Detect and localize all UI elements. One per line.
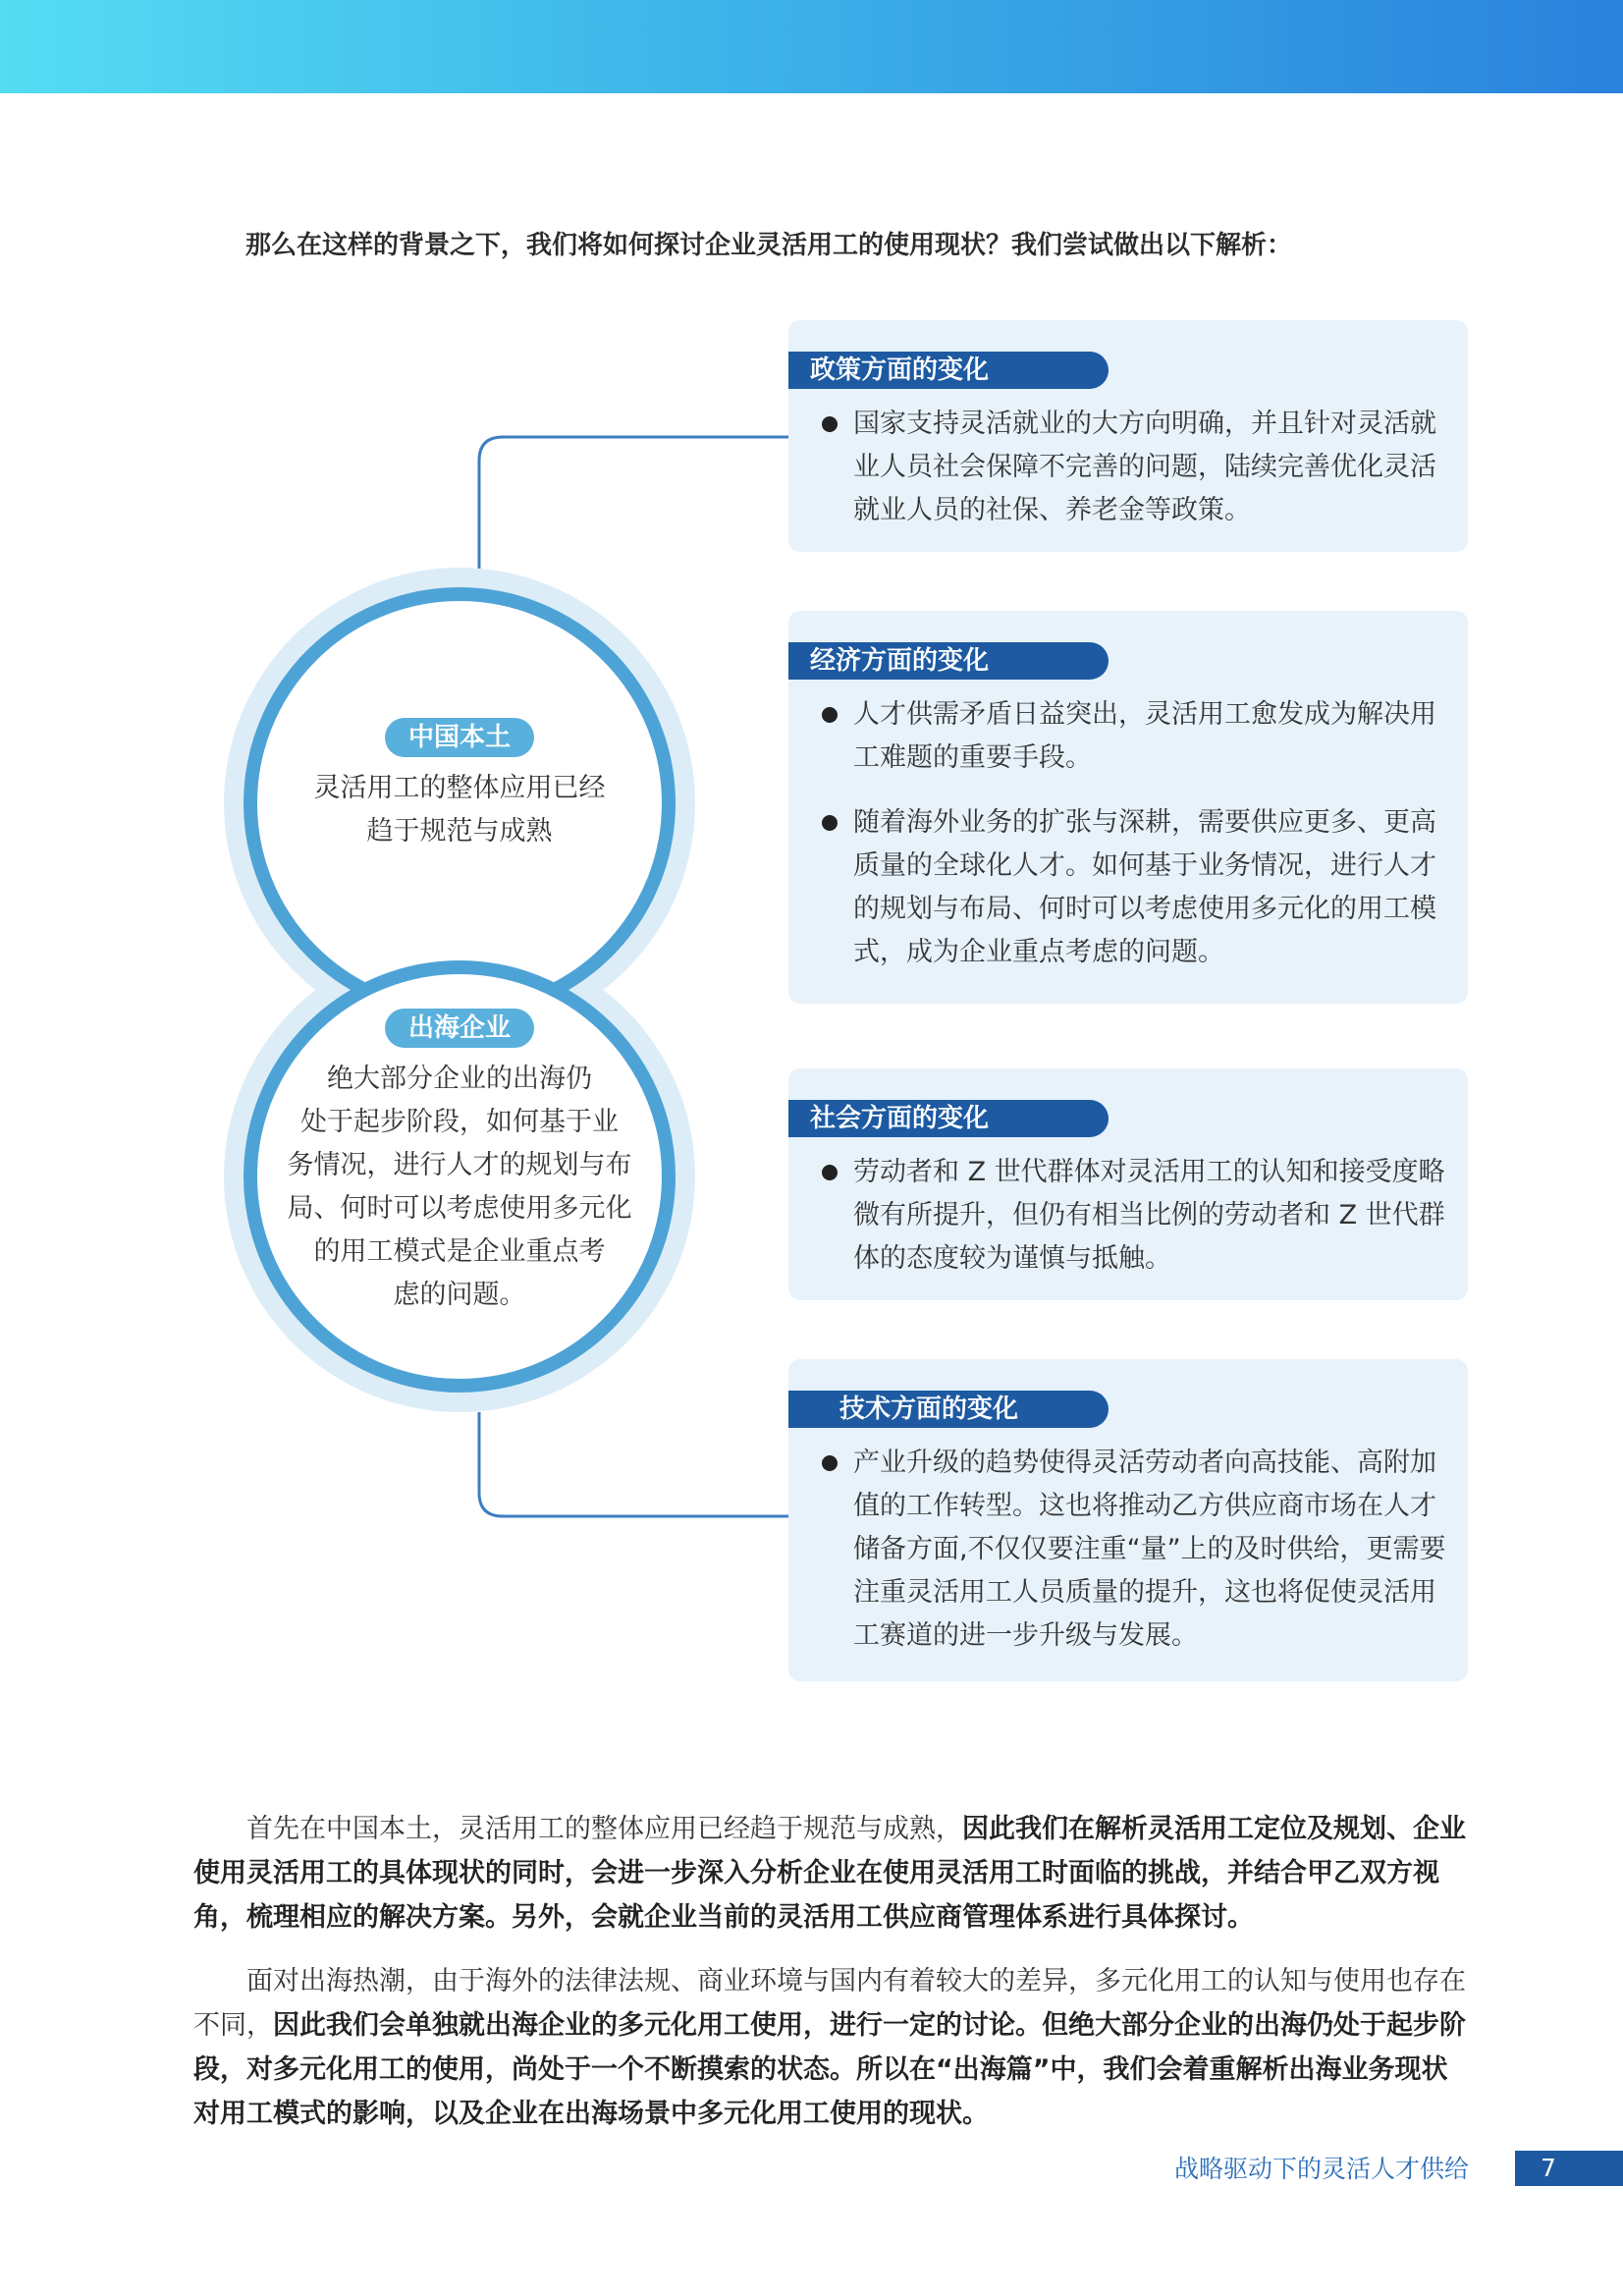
bullet-dot-icon: [822, 707, 838, 723]
bullet-dot-icon: [822, 815, 838, 831]
card-economy-title: 经济方面的变化: [788, 642, 1109, 680]
card-technology-title: 技术方面的变化: [788, 1391, 1109, 1428]
bullet-dot-icon: [822, 416, 838, 432]
body-paragraph-2: 面对出海热潮，由于海外的法律法规、商业环境与国内有着较大的差异，多元化用工的认知与使用也存在不同，因此我们会单独就出海企业的多元化用工使用，进行一定的讨论。但绝大部分企业的出海仍处于起步阶段，对多元化用工的使用，尚处于一个不断摸索的状态。所以在“出海篇”中，我们会着重解析出海业务现状对用工模式的影响，以及企业在出海场景中多元化用工使用的现状。: [193, 1966, 1466, 2129]
bullet-dot-icon: [822, 1455, 838, 1471]
card-society-title: 社会方面的变化: [788, 1100, 1109, 1137]
circle-overseas-line: 的用工模式是企业重点考: [313, 1236, 606, 1267]
circle-overseas-line: 处于起步阶段，如何基于业: [300, 1107, 619, 1137]
bullet-dot-icon: [822, 1165, 838, 1180]
header-band: [0, 0, 1623, 93]
circle-overseas-label: 出海企业: [385, 1009, 534, 1048]
card-technology: [788, 1359, 1468, 1681]
card-economy-bullet: 人才供需矛盾日益突出，灵活用工愈发成为解决用工难题的重要手段。: [818, 693, 1446, 780]
card-policy: [788, 320, 1468, 552]
circle-overseas-line: 绝大部分企业的出海仍: [327, 1064, 592, 1094]
footer-title: 战略驱动下的灵活人才供给: [1174, 2155, 1470, 2183]
page-number: 7: [1515, 2151, 1623, 2186]
circle-overseas-line: 务情况，进行人才的规划与布: [287, 1150, 632, 1180]
circle-overseas-content: [283, 1007, 636, 1317]
circle-domestic-label: 中国本土: [385, 718, 534, 757]
card-economy: [788, 611, 1468, 1004]
circle-domestic-line: 趋于规范与成熟: [366, 816, 553, 847]
intro-heading: 那么在这样的背景之下，我们将如何探讨企业灵活用工的使用现状？我们尝试做出以下解析：: [245, 231, 1293, 260]
card-society-bullet: 劳动者和 Z 世代群体对灵活用工的认知和接受度略微有所提升，但仍有相当比例的劳动者和 Z 世代群体的态度较为谨慎与抵触。: [818, 1151, 1446, 1281]
card-technology-bullet: 产业升级的趋势使得灵活劳动者向高技能、高附加值的工作转型。这也将推动乙方供应商市场在人才储备方面,不仅仅要注重“量”上的及时供给，更需要注重灵活用工人员质量的提升，这也将促使灵活用工赛道的进一步升级与发展。: [818, 1442, 1446, 1658]
circle-overseas-line: 虑的问题。: [393, 1280, 526, 1310]
circle-overseas-line: 局、何时可以考虑使用多元化: [287, 1193, 632, 1224]
body-paragraph-1: 首先在中国本土，灵活用工的整体应用已经趋于规范与成熟，因此我们在解析灵活用工定位及规划、企业使用灵活用工的具体现状的同时，会进一步深入分析企业在使用灵活用工时面临的挑战，并结合甲乙双方视角，梳理相应的解决方案。另外，会就企业当前的灵活用工供应商管理体系进行具体探讨。: [193, 1814, 1466, 1933]
card-policy-bullet: 国家支持灵活就业的大方向明确，并且针对灵活就业人员社会保障不完善的问题，陆续完善优化灵活就业人员的社保、养老金等政策。: [818, 403, 1446, 532]
card-economy-bullet: 随着海外业务的扩张与深耕，需要供应更多、更高质量的全球化人才。如何基于业务情况，进行人才的规划与布局、何时可以考虑使用多元化的用工模式，成为企业重点考虑的问题。: [818, 801, 1446, 974]
circle-domestic-content: [293, 716, 626, 853]
card-policy-title: 政策方面的变化: [788, 352, 1109, 389]
circle-domestic-line: 灵活用工的整体应用已经: [313, 773, 606, 803]
card-society: [788, 1068, 1468, 1300]
